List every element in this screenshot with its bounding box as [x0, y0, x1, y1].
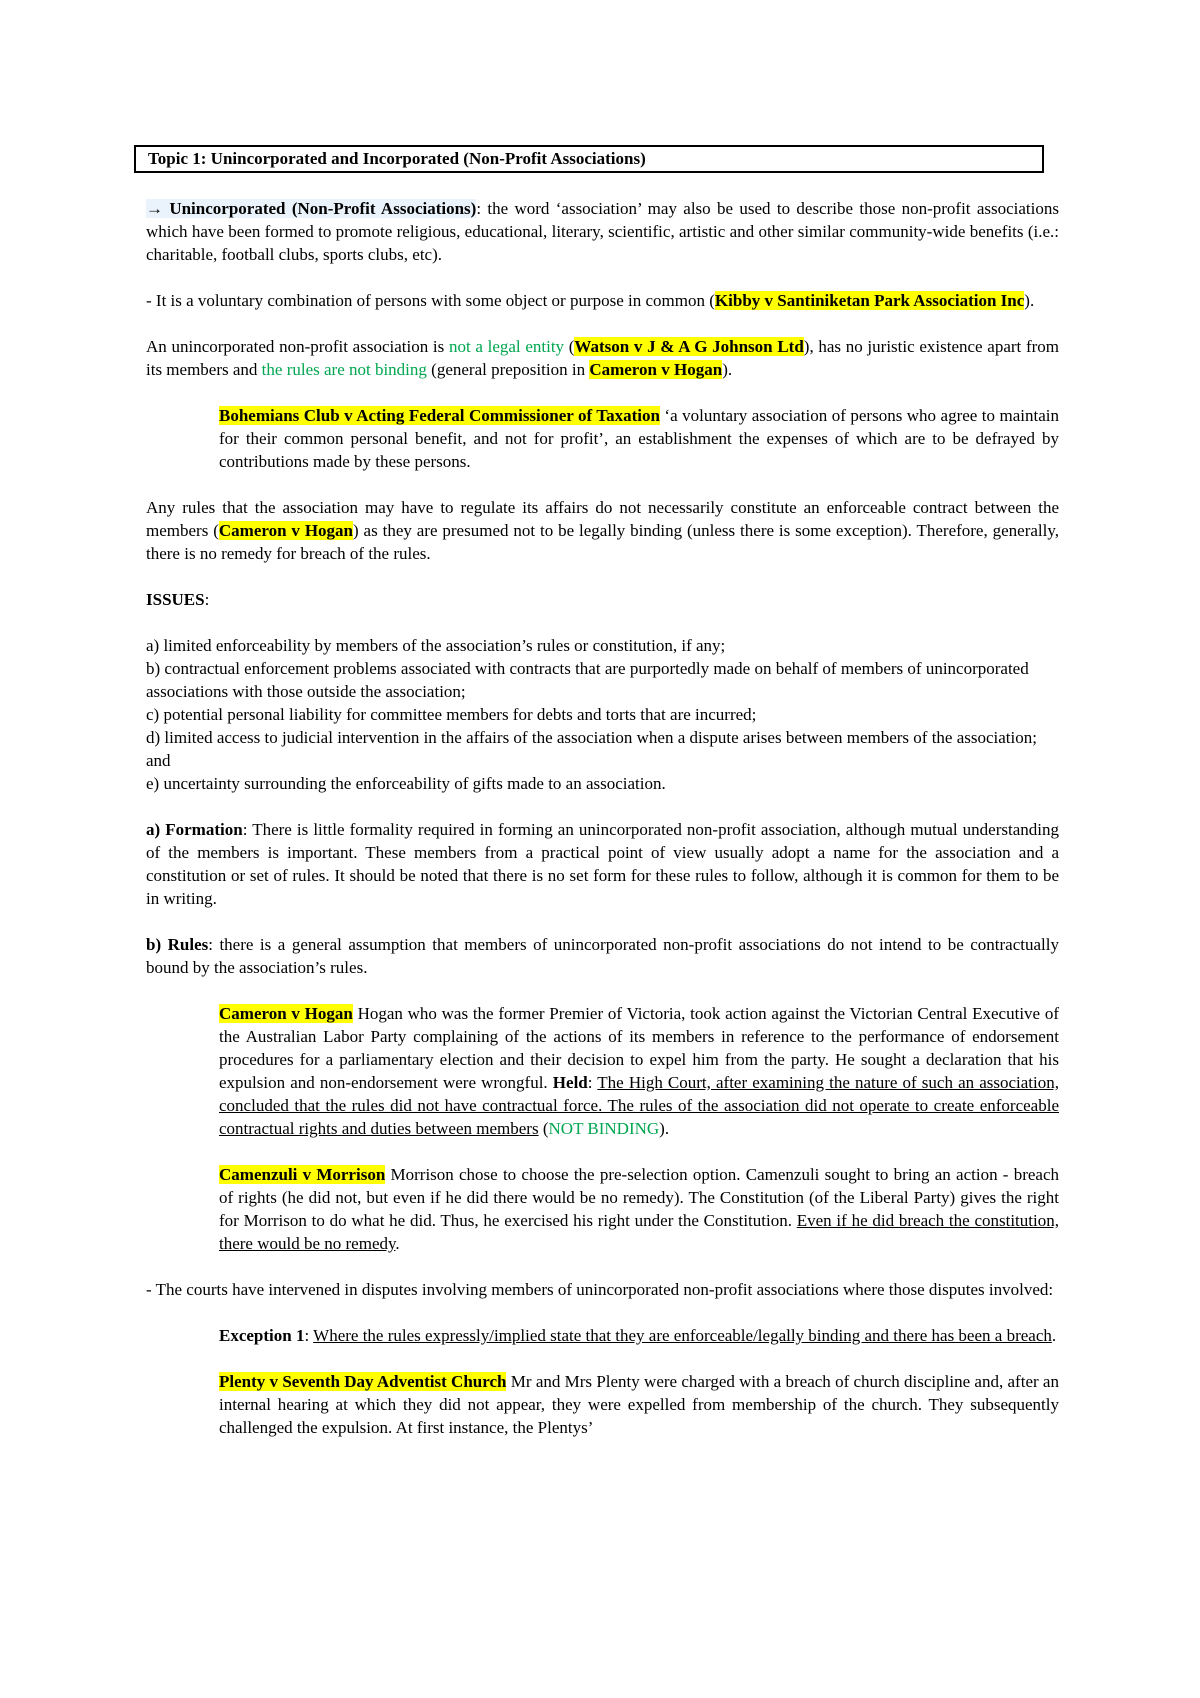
paragraph-text: ), has no juristic existence apart from its members and	[146, 337, 1059, 379]
case-name-watson: Watson v J & A G Johnson Ltd	[574, 337, 804, 356]
paragraph-text: : the word ‘association’ may also be used to describe those non-profit associations which have been formed to promote religious, educational, literary, scientific, artistic and other similar community-wide benefits (i.e.: charitable, football clubs, sports clubs, etc).	[146, 199, 1059, 264]
held-label: Held	[552, 1073, 588, 1092]
formation-label: a) Formation	[146, 820, 243, 839]
paragraph-exception-1	[219, 1324, 1059, 1347]
underlined-exception: Where the rules expressly/implied state that they are enforceable/legally binding and there has been a breach	[313, 1326, 1052, 1345]
underlined-no-remedy: Even if he did breach the constitution, there would be no remedy	[219, 1211, 1059, 1253]
green-text-not-legal-entity: not a legal entity	[448, 337, 565, 356]
paragraph-text: :	[587, 1073, 598, 1092]
exception-1-label: Exception 1	[219, 1326, 305, 1345]
paragraph-text: Mr and Mrs Plenty were charged with a breach of church discipline and, after an internal hearing at which they did not appear, they were expelled from membership of the church. They subsequently challenged the expulsion. At first instance, the Plentys’	[219, 1372, 1059, 1437]
paragraph-plenty	[219, 1370, 1059, 1439]
paragraph-bohemians-club	[219, 404, 1059, 473]
paragraph-text: (	[538, 1119, 549, 1138]
paragraph-text: :	[304, 1326, 314, 1345]
paragraph-voluntary-combination	[146, 289, 1059, 312]
list-item: e) uncertainty surrounding the enforceability of gifts made to an association.	[146, 774, 666, 793]
case-name-cameron: Cameron v Hogan	[219, 1004, 353, 1023]
page-title: Topic 1: Unincorporated and Incorporated (Non-Profit Associations)	[134, 145, 1044, 173]
list-item: c) potential personal liability for committee members for debts and torts that are incurred;	[146, 705, 757, 724]
case-name-bohemians: Bohemians Club v Acting Federal Commissioner of Taxation	[219, 406, 660, 425]
paragraph-text: Hogan who was the former Premier of Victoria, took action against the Victorian Central Executive of the Australian Labor Party complaining of the actions of its members in reference to the performance of endorsement procedures for a parliamentary election and their decision to expel him from the party. He sought a declaration that his expulsion and non-endorsement were wrongful.	[219, 1004, 1059, 1092]
paragraph-cameron-v-hogan	[219, 1002, 1059, 1140]
list-item: b) contractual enforcement problems associated with contracts that are purportedly made on behalf of members of unincorporated associations with those outside the association;	[146, 659, 1029, 701]
case-name-cameron: Cameron v Hogan	[589, 360, 723, 379]
document-body	[146, 197, 1059, 1462]
paragraph-courts-intervened: - The courts have intervened in disputes involving members of unincorporated non-profit associations where those disputes involved:	[146, 1280, 1054, 1299]
paragraph-text: ‘a voluntary association of persons who agree to maintain for their common personal benefit, and not for profit’, an establishment the expenses of which are to be defrayed by contributions made by these persons.	[219, 406, 1059, 471]
green-text-rules-not-binding: the rules are not binding	[261, 360, 427, 379]
paragraph-not-legal-entity	[146, 335, 1059, 381]
issues-heading	[146, 588, 1059, 611]
case-name-cameron: Cameron v Hogan	[218, 521, 354, 540]
rules-label: b) Rules	[146, 935, 209, 954]
paragraph-text: Morrison chose to choose the pre-selection option. Camenzuli sought to bring an action - breach of rights (he did not, but even if he did there would be no remedy). The Constitution (of the Liberal Party) gives the right for Morrison to do what he did. Thus, he exercised his right under the Constitution.	[219, 1165, 1059, 1230]
paragraph-text: : There is little formality required in forming an unincorporated non-profit association, although mutual understanding of the members is important. These members from a practical point of view usually adopt a name for the association and a constitution or set of rules. It should be noted that there is no set form for these rules to follow, although it is common for them to be in writing.	[146, 820, 1059, 908]
case-name-camenzuli: Camenzuli v Morrison	[219, 1165, 386, 1184]
case-name-kibby: Kibby v Santiniketan Park Association Inc	[714, 291, 1025, 310]
paragraph-text: ).	[659, 1119, 670, 1138]
list-item: a) limited enforceability by members of the association’s rules or constitution, if any;	[146, 636, 726, 655]
issues-list	[146, 634, 1059, 795]
paragraph-text: .	[395, 1234, 400, 1253]
section-heading-unincorporated: → Unincorporated (Non-Profit Associations)	[146, 199, 477, 218]
paragraph-rules-not-contract	[146, 496, 1059, 565]
paragraph-text: : there is a general assumption that members of unincorporated non-profit associations do not intend to be contractually bound by the association’s rules.	[146, 935, 1059, 977]
list-item: d) limited access to judicial intervention in the affairs of the association when a dispute arises between members of the association; and	[146, 728, 1037, 770]
issues-heading-label: ISSUES	[146, 590, 205, 609]
paragraph-text: An unincorporated non-profit association is	[146, 337, 449, 356]
paragraph-unincorporated-definition	[146, 197, 1059, 266]
paragraph-text: (	[564, 337, 575, 356]
paragraph-text: ).	[1024, 291, 1035, 310]
paragraph-text: (general preposition in	[426, 360, 590, 379]
paragraph-text: ).	[722, 360, 733, 379]
paragraph-rules	[146, 933, 1059, 979]
paragraph-text: Any rules that the association may have to regulate its affairs do not necessarily constitute an enforceable contract between the members (	[146, 498, 1059, 540]
issues-heading-colon: :	[204, 590, 210, 609]
underlined-holding: The High Court, after examining the nature of such an association, concluded that the rules did not have contractual force. The rules of the association did not operate to create enforceable contractual rights and duties between members	[219, 1073, 1060, 1138]
paragraph-camenzuli	[219, 1163, 1059, 1255]
paragraph-text: - It is a voluntary combination of persons with some object or purpose in common (	[146, 291, 715, 310]
paragraph-formation	[146, 818, 1059, 910]
paragraph-text: ) as they are presumed not to be legally binding (unless there is some exception). Therefore, generally, there is no remedy for breach of the rules.	[146, 521, 1060, 563]
green-text-not-binding: NOT BINDING	[548, 1119, 660, 1138]
paragraph-text: .	[1051, 1326, 1057, 1345]
case-name-plenty: Plenty v Seventh Day Adventist Church	[219, 1372, 507, 1391]
